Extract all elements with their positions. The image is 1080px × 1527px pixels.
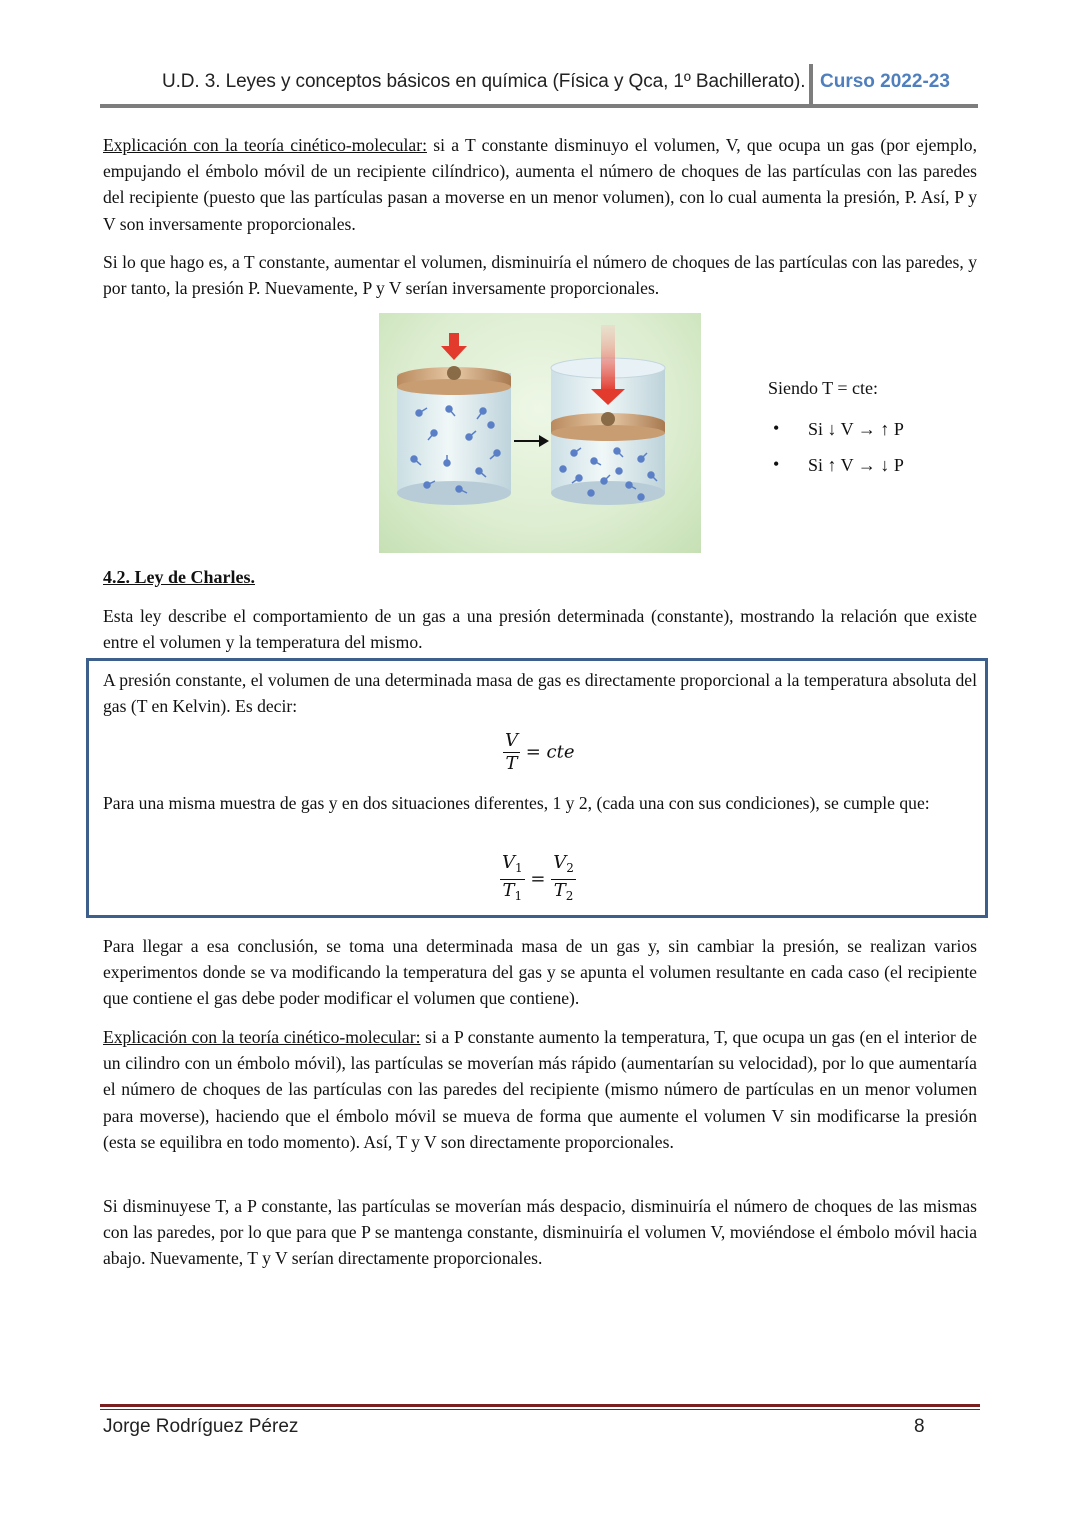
page-header [100,62,978,106]
header-rule [100,104,978,108]
subscript: 1 [515,861,523,875]
subscript: 1 [514,889,523,903]
piston-cylinders-drawing [379,313,701,553]
temperature-symbol: T [502,880,515,901]
volume-symbol: V [553,852,567,873]
charles-decrease-paragraph: Si disminuyese T, a P constante, las partículas se moverían más despacio, disminuiría el número de choques de las mismas con las paredes, por lo que para que P se mantenga constante, disminuiría el volumen V, moviéndose el émbolo móvil hacia abajo. Nuevamente, T y V serían directamente proporcionales. [103,1196,977,1269]
footer-rule-thin [100,1409,980,1410]
fraction-numerator [500,852,525,880]
course-label: Curso 2022-23 [820,71,950,92]
bullet-icon: • [773,454,780,474]
section-title: 4.2. Ley de Charles. [103,567,255,587]
legend-item-text: Si ↓ V → ↑ P [808,419,904,439]
law-statement: A presión constante, el volumen de una determinada masa de gas es directamente proporcional a la temperatura absoluta del gas (T en Kelvin). Es decir: [103,670,977,717]
fraction-denominator [500,880,525,907]
explanation-text: si a T constante disminuyo el volumen, V, que ocupa un gas (por ejemplo, empujando el émbolo móvil de un recipiente cilíndrico), aumenta el número de choques de las partículas con las paredes del recipiente (puesto que las partículas pasan a moverse en un menor volumen), con lo cual aumenta la presión, P. Así, P y V son inversamente proporcionales. [103,135,977,234]
boyle-legend [768,378,904,491]
legend-title: Siendo T = cte: [768,378,878,398]
page-number: 8 [914,1416,925,1437]
fraction-1 [500,852,525,907]
legend-item [768,419,904,440]
bullet-icon: • [773,418,780,438]
header-separator [809,64,813,104]
formula-charles-ratio [500,852,576,907]
boyle-explanation-paragraph [103,132,977,237]
header-title: U.D. 3. Leyes y conceptos básicos en química (Física y Qca, 1º Bachillerato). [162,71,806,92]
charles-explanation-paragraph [103,1024,977,1155]
legend-list [768,419,904,476]
equals-sign: = [530,868,546,890]
formula-rhs: = cte [525,741,575,763]
explanation-lead: Explicación con la teoría cinético-molecular: [103,135,427,155]
fraction-numerator: V [505,730,518,751]
boyle-increase-paragraph: Si lo que hago es, a T constante, aumentar el volumen, disminuiría el número de choques de las partículas con las paredes, y por tanto, la presión P. Nuevamente, P y V serían inversamente proporcionales. [103,252,977,299]
subscript: 2 [565,889,574,903]
cylinder-before [397,333,511,505]
legend-item [768,455,904,476]
footer-author: Jorge Rodríguez Pérez [103,1416,299,1437]
fraction-denominator [551,880,576,907]
subscript: 2 [566,861,574,875]
temperature-symbol: T [553,880,566,901]
explanation-lead: Explicación con la teoría cinético-molecular: [103,1027,421,1047]
volume-symbol: V [502,852,515,873]
explanation-text: si a P constante aumento la temperatura, T, que ocupa un gas (en el interior de un cilindro con un émbolo móvil), las partículas se moverían más rápido (aumentarían su velocidad), por lo que aumentaría el número de choques de las partículas con las paredes del recipiente (mismo número de partículas en un menor volumen para moverse), haciendo que el émbolo móvil se mueva de forma que aumente el volumen V sin modificarse la presión (esta se equilibra en todo momento). Así, T y V son directamente proporcionales. [103,1027,977,1152]
fraction [503,730,520,775]
fraction-2 [551,852,576,907]
boyle-piston-illustration [379,313,701,553]
fraction-denominator: T [505,753,518,774]
transition-arrow [514,435,549,447]
fraction-numerator [551,852,576,880]
conclusion-paragraph: Para llegar a esa conclusión, se toma una determinada masa de un gas y, sin cambiar la presión, se realizan varios experimentos donde se va modificando la temperatura del gas y se apunta el volumen resultante en cada caso (el recipiente que contiene el gas debe poder modificar el volumen que contiene). [103,936,977,1009]
two-situations-paragraph: Para una misma muestra de gas y en dos situaciones diferentes, 1 y 2, (cada una con sus condiciones), se cumple que: [103,793,930,813]
charles-intro-paragraph: Esta ley describe el comportamiento de un gas a una presión determinada (constante), mostrando la relación que existe entre el volumen y la temperatura del mismo. [103,606,977,653]
legend-item-text: Si ↑ V → ↓ P [808,455,904,475]
formula-v-over-t [503,730,575,775]
footer-rule [100,1404,980,1407]
